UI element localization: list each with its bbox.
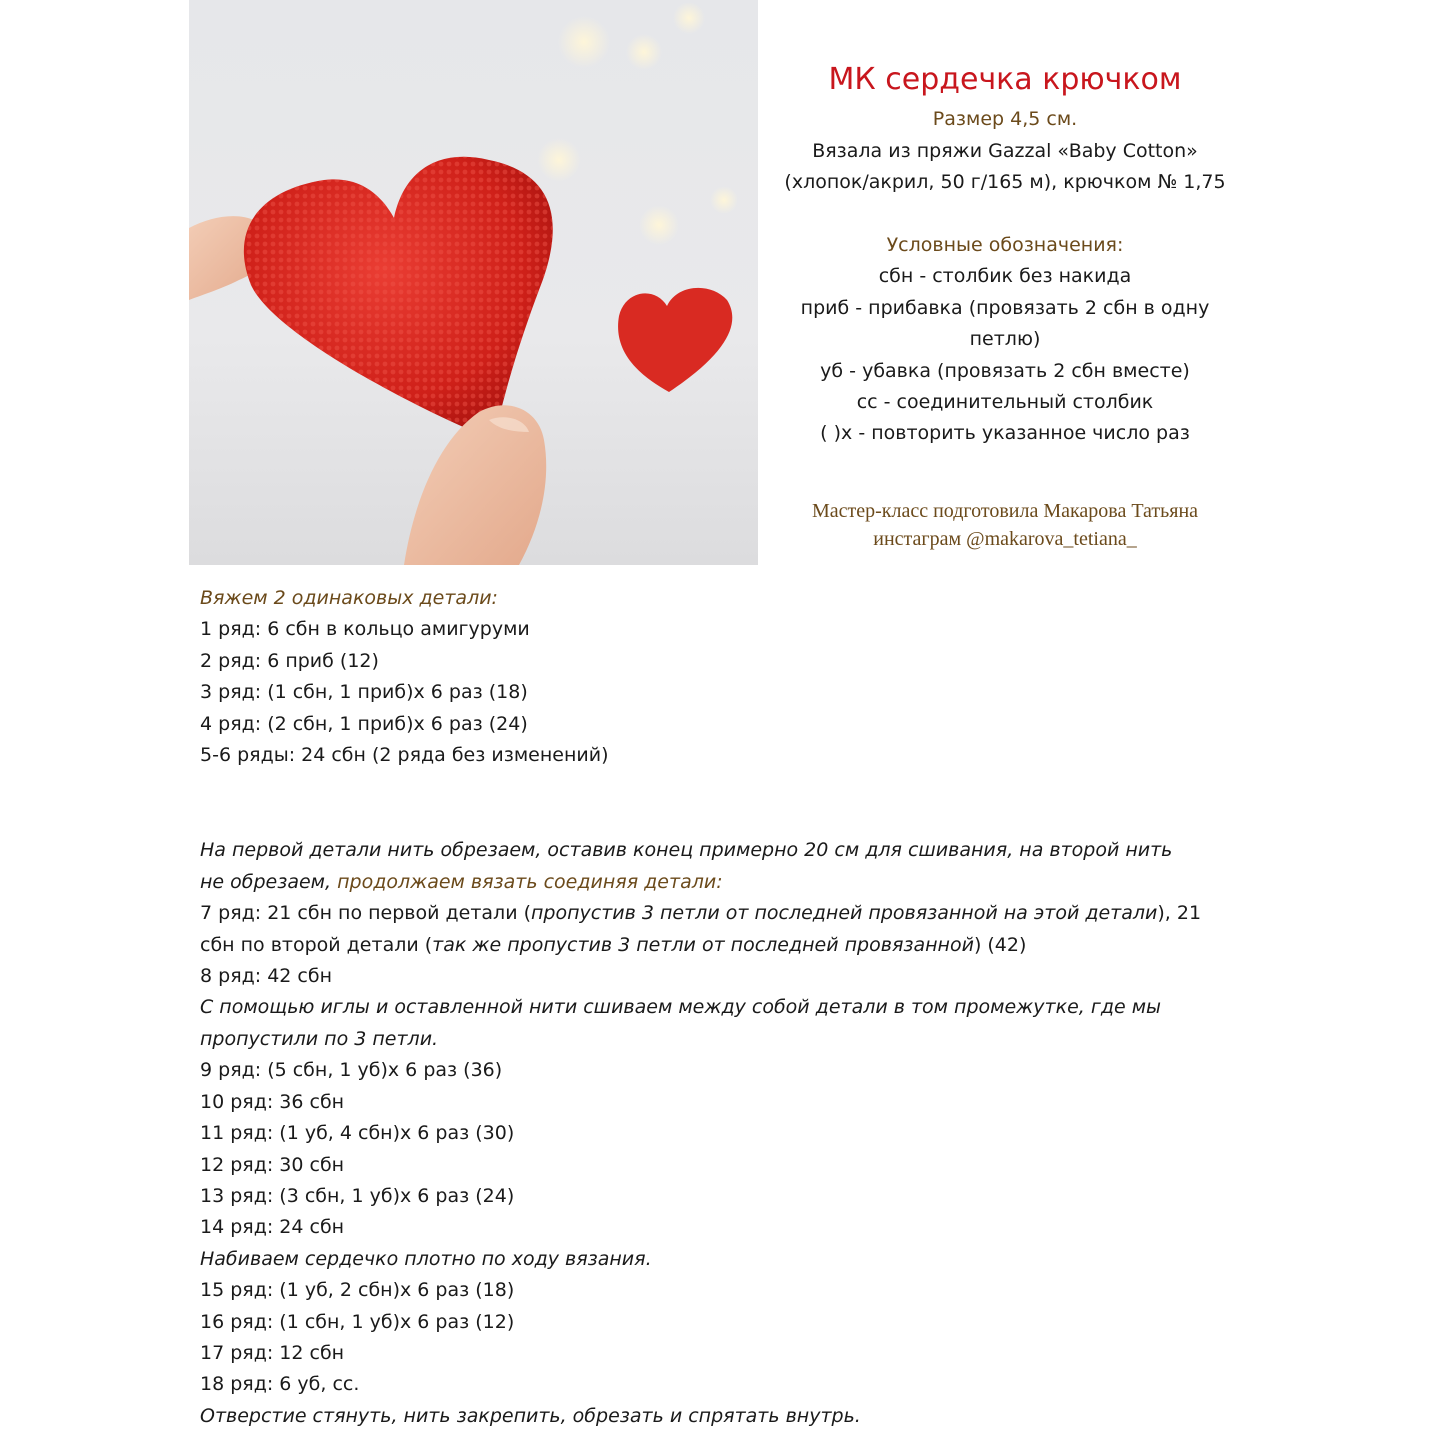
header-block xyxy=(770,0,1240,565)
row7-text: 7 ряд: 21 сбн по первой детали ( xyxy=(200,902,531,925)
legend-item: петлю) xyxy=(969,328,1041,350)
row7-text: ), 21 xyxy=(1157,902,1202,925)
row7-text: ) (42) xyxy=(973,933,1027,956)
legend-item: приб - прибавка (провязать 2 сбн в одну xyxy=(800,297,1210,319)
intro-highlight: продолжаем вязать соединяя детали: xyxy=(337,870,723,893)
row7-note: пропустив 3 петли от последней провязанной на этой детали xyxy=(531,902,1158,925)
part2-intro-2 xyxy=(200,867,1245,898)
row-line: 15 ряд: (1 уб, 2 сбн)х 6 раз (18) xyxy=(200,1279,515,1302)
sew-note-1: С помощью иглы и оставленной нити сшиваем между собой детали в том промежутке, где мы xyxy=(200,996,1162,1019)
row-line: 11 ряд: (1 уб, 4 сбн)х 6 раз (30) xyxy=(200,1122,515,1145)
size-line: Размер 4,5 см. xyxy=(932,108,1078,130)
row-line: 3 ряд: (1 сбн, 1 приб)х 6 раз (18) xyxy=(200,681,528,704)
row7-line-2 xyxy=(200,930,1245,961)
page-title: МК сердечка крючком xyxy=(828,62,1182,97)
crochet-heart-photo xyxy=(189,0,758,565)
row7-line-1 xyxy=(200,898,1245,929)
row7-text: сбн по второй детали ( xyxy=(200,933,433,956)
row-line: 5-6 ряды: 24 сбн (2 ряда без изменений) xyxy=(200,744,609,767)
row-line: 1 ряд: 6 сбн в кольцо амигуруми xyxy=(200,618,530,641)
row-line: 9 ряд: (5 сбн, 1 уб)х 6 раз (36) xyxy=(200,1059,503,1082)
row-line: 13 ряд: (3 сбн, 1 уб)х 6 раз (24) xyxy=(200,1184,515,1207)
row-line: 16 ряд: (1 сбн, 1 уб)х 6 раз (12) xyxy=(200,1310,515,1333)
legend-item: сбн - столбик без накида xyxy=(878,265,1132,287)
part1-heading: Вяжем 2 одинаковых детали: xyxy=(200,587,498,609)
row-line: 17 ряд: 12 сбн xyxy=(200,1341,345,1364)
finish-note: Отверстие стянуть, нить закрепить, обрезать и спрятать внутрь. xyxy=(200,1404,861,1427)
row-line: 18 ряд: 6 уб, сс. xyxy=(200,1373,360,1396)
row-line: 12 ряд: 30 сбн xyxy=(200,1153,345,1176)
legend-item: уб - убавка (провязать 2 сбн вместе) xyxy=(820,360,1190,382)
legend-item: ( )х - повторить указанное число раз xyxy=(820,422,1190,444)
yarn-line-1: Вязала из пряжи Gazzal «Baby Cotton» xyxy=(812,140,1198,162)
sew-note-2: пропустили по 3 петли. xyxy=(200,1027,439,1050)
heart-photo-illustration xyxy=(189,0,758,565)
row-line: 2 ряд: 6 приб (12) xyxy=(200,649,379,672)
legend-item: сс - соединительный столбик xyxy=(856,391,1154,413)
legend-title: Условные обозначения: xyxy=(886,234,1124,256)
instructions xyxy=(200,583,1245,1432)
stuffing-note: Набиваем сердечко плотно по ходу вязания. xyxy=(200,1247,652,1270)
row-line: 14 ряд: 24 сбн xyxy=(200,1216,345,1239)
row-line: 8 ряд: 42 сбн xyxy=(200,965,332,988)
author-line-1: Мастер-класс подготовила Макарова Татьяна xyxy=(811,500,1199,522)
part2-intro-1: На первой детали нить обрезаем, оставив конец примерно 20 см для сшивания, на второй нить xyxy=(200,839,1173,862)
row7-note: так же пропустив 3 петли от последней провязанной xyxy=(432,933,974,956)
author-instagram: инстаграм @makarova_tetiana_ xyxy=(873,528,1137,550)
yarn-line-2: (хлопок/акрил, 50 г/165 м), крючком № 1,75 xyxy=(784,171,1226,193)
row-line: 10 ряд: 36 сбн xyxy=(200,1090,345,1113)
intro-text: не обрезаем, xyxy=(200,870,338,893)
row-line: 4 ряд: (2 сбн, 1 приб)х 6 раз (24) xyxy=(200,712,528,735)
